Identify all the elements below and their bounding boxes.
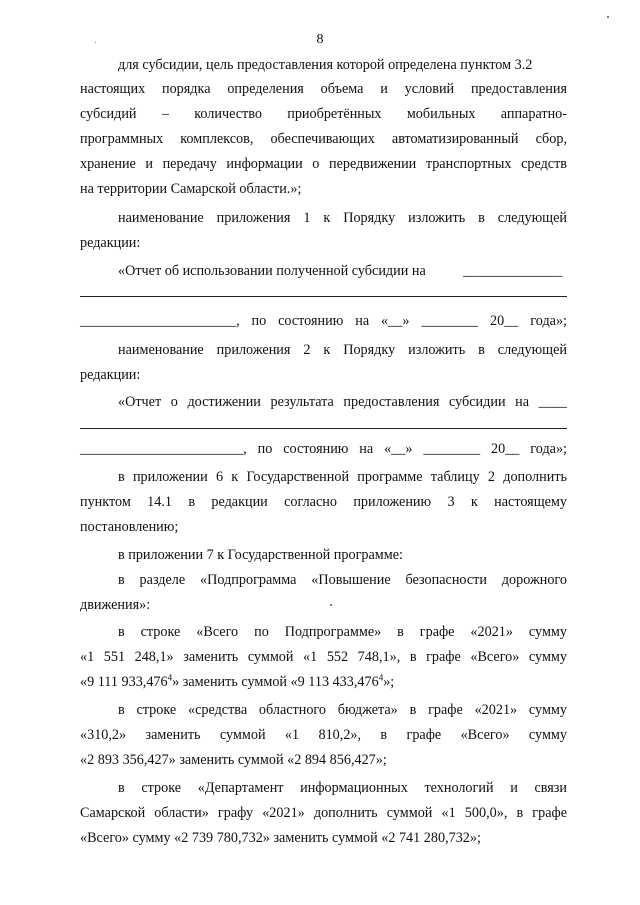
text-line: в строке «Всего по Подпрограмме» в графе «2021» сумму <box>118 624 567 640</box>
text-line: в приложении 6 к Государственной программе таблицу 2 дополнить <box>118 469 567 485</box>
report-title-line: «Отчет об использовании полученной субсидии на <box>118 263 426 279</box>
text-line: в строке «Департамент информационных технологий и связи <box>118 780 567 796</box>
text-line: «310,2» заменить суммой «1 810,2», в графе «Всего» сумму <box>80 727 567 743</box>
text-line: ______________________, по состоянию на «__» ________ 20__ года»; <box>80 313 567 329</box>
text-line: редакции: <box>80 235 141 251</box>
text-line: наименование приложения 1 к Порядку изложить в следующей <box>118 210 567 226</box>
text-line: Самарской области» графу «2021» дополнить суммой «1 500,0», в графе <box>80 805 567 821</box>
text-line: движения»: <box>80 597 151 613</box>
scan-speck <box>95 42 96 43</box>
text-line: программных комплексов, обеспечивающих автоматизированный сбор, <box>80 131 567 147</box>
blank-rule <box>80 296 567 297</box>
text-line: «2 893 356,427» заменить суммой «2 894 856,427»; <box>80 752 387 768</box>
scan-speck <box>330 604 332 606</box>
text-line: _______________________, по состоянию на «__» ________ 20__ года»; <box>80 441 567 457</box>
blank-field: ______________ <box>463 263 563 279</box>
text-line: в строке «средства областного бюджета» в графе «2021» сумму <box>118 702 567 718</box>
page-number: 8 <box>316 32 324 47</box>
text-line: пунктом 14.1 в редакции согласно приложению 3 к настоящему <box>80 494 567 510</box>
text-line: «9 111 933,476$^4$» заменить суммой «9 113 433,476$^4$»; <box>80 672 395 690</box>
text-line: «1 551 248,1» заменить суммой «1 552 748,1», в графе «Всего» сумму <box>80 649 567 665</box>
text-line: на территории Самарской области.»; <box>80 181 302 197</box>
text-line: «Всего» сумму «2 739 780,732» заменить суммой «2 741 280,732»; <box>80 830 481 846</box>
scan-speck <box>607 16 609 18</box>
text-line: хранение и передачу информации о передвижении транспортных средств <box>80 156 567 172</box>
text-line: в приложении 7 к Государственной программе: <box>118 547 403 563</box>
report-title-line: «Отчет о достижении результата предоставления субсидии на ____ <box>118 394 567 410</box>
text-line: в разделе «Подпрограмма «Повышение безопасности дорожного <box>118 572 567 588</box>
blank-rule <box>80 428 567 429</box>
text-line: настоящих порядка определения объема и условий предоставления <box>80 81 567 97</box>
text-line: редакции: <box>80 367 141 383</box>
text-line: для субсидии, цель предоставления которой определена пунктом 3.2 <box>118 57 533 73</box>
text-line: постановлению; <box>80 519 179 535</box>
text-line: субсидий – количество приобретённых мобильных аппаратно- <box>80 106 567 122</box>
text-line: наименование приложения 2 к Порядку изложить в следующей <box>118 342 567 358</box>
